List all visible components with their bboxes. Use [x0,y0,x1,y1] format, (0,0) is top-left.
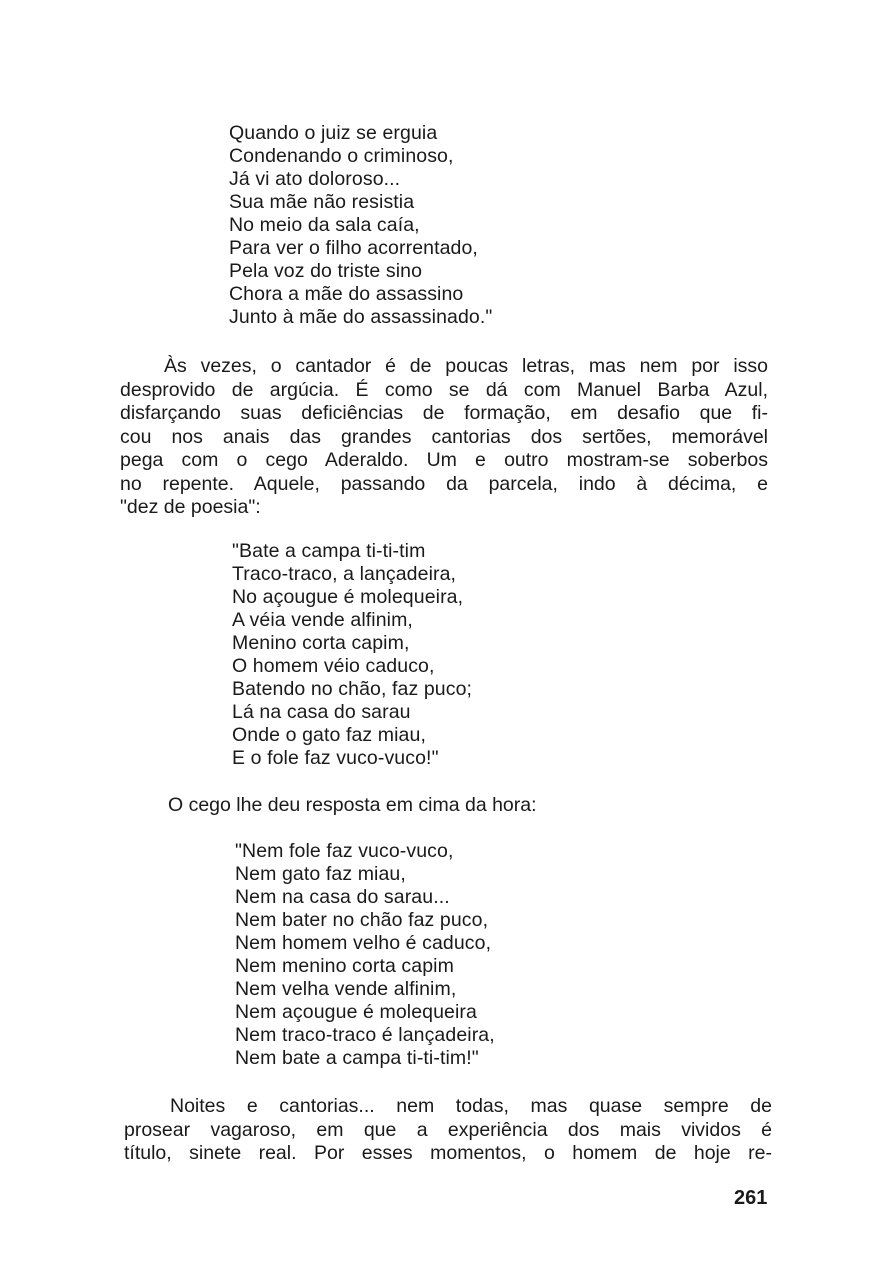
verse-line: Batendo no chão, faz puco; [232,678,473,700]
verse-line: "Nem fole faz vuco-vuco, [235,840,454,862]
verse-line: Para ver o filho acorrentado, [229,237,478,259]
prose-line: "dez de poesia": [120,496,261,518]
verse-line: Nem traco-traco é lançadeira, [235,1024,495,1046]
verse-line: O homem véio caduco, [232,655,435,677]
prose-line: prosear vagaroso, em que a experiência dos mais vividos é [124,1118,772,1141]
verse-line: Nem velha vende alfinim, [235,978,457,1000]
verse-line: Traco-traco, a lançadeira, [232,563,457,585]
verse-line: Onde o gato faz miau, [232,724,426,746]
prose-line: Às vezes, o cantador é de poucas letras, mas nem por isso [164,355,768,377]
verse-line: Junto à mãe do assassinado." [229,306,493,328]
verse-line: Já vi ato doloroso... [229,168,401,190]
prose-line: desprovido de argúcia. É como se dá com Manuel Barba Azul, [120,378,768,401]
verse-line: Condenando o criminoso, [229,145,454,167]
verse-line: Nem açougue é molequeira [235,1001,477,1023]
verse-line: Menino corta capim, [232,632,410,654]
verse-line: A véia vende alfinim, [232,609,413,631]
prose-line: título, sinete real. Por esses momentos, o homem de hoje re- [124,1142,772,1164]
verse-line: E o fole faz vuco-vuco!" [232,747,439,769]
verse-line: Pela voz do triste sino [229,260,423,282]
verse-stanza-2 [232,540,472,770]
verse-line: Nem bate a campa ti-ti-tim!" [235,1047,479,1069]
prose-paragraph-1 [120,355,768,520]
page-number: 261 [734,1187,768,1209]
prose-paragraph-3 [124,1095,772,1166]
verse-line: No açougue é molequeira, [232,586,464,608]
prose-paragraph-2: O cego lhe deu resposta em cima da hora: [168,794,537,816]
verse-stanza-1 [229,122,492,329]
verse-line: Lá na casa do sarau [232,701,411,723]
verse-line: No meio da sala caía, [229,214,420,236]
verse-line: Nem na casa do sarau... [235,886,450,908]
prose-line: no repente. Aquele, passando da parcela, indo à décima, e [120,472,768,495]
prose-line: disfarçando suas deficiências de formação, em desafio que fi- [120,402,768,424]
verse-line: Quando o juiz se erguia [229,122,438,144]
verse-stanza-3 [235,840,495,1070]
verse-line: Chora a mãe do assassino [229,283,464,305]
verse-line: "Bate a campa ti-ti-tim [232,540,426,562]
prose-line: pega com o cego Aderaldo. Um e outro mostram-se soberbos [120,449,768,471]
prose-line: cou nos anais das grandes cantorias dos sertões, memorável [120,425,768,448]
verse-line: Nem homem velho é caduco, [235,932,492,954]
prose-line: Noites e cantorias... nem todas, mas quase sempre de [170,1095,772,1117]
verse-line: Nem bater no chão faz puco, [235,909,489,931]
verse-line: Sua mãe não resistia [229,191,415,213]
verse-line: Nem menino corta capim [235,955,454,977]
verse-line: Nem gato faz miau, [235,863,406,885]
